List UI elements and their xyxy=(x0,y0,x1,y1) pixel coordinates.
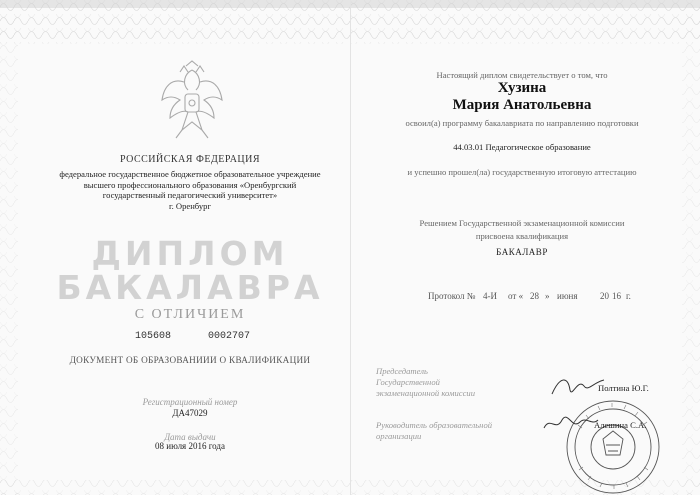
diploma-title-line1: ДИПЛОМ xyxy=(91,234,289,273)
commission-chair-label xyxy=(376,366,526,399)
qualification: БАКАЛАВР xyxy=(496,247,548,257)
attestation-text: и успешно прошел(ла) государственную итоговую аттестацию xyxy=(407,167,637,177)
label-line: Председатель xyxy=(376,366,428,376)
protocol-year-abbr: г. xyxy=(626,291,631,301)
institution-line: высшего профессионального образования «Оренбургский xyxy=(83,179,297,190)
coat-of-arms-icon xyxy=(160,60,224,144)
graduate-surname: Хузина xyxy=(497,80,547,96)
registration-label: Регистрационный номер xyxy=(142,397,238,407)
country-name: РОССИЙСКАЯ ФЕДЕРАЦИЯ xyxy=(119,154,261,165)
issue-date-label: Дата выдачи xyxy=(164,432,216,442)
protocol-date-close: » xyxy=(545,291,550,301)
commission-chair-name: Полтина Ю.Г. xyxy=(598,383,649,393)
honors-label: С ОТЛИЧИЕМ xyxy=(134,307,246,322)
institution-city: г. Оренбург xyxy=(169,200,211,211)
certifies-text: Настоящий диплом свидетельствует о том, что xyxy=(436,70,608,80)
label-line: экзаменационной комиссии xyxy=(376,388,476,398)
head-name: Алешина С.А. xyxy=(594,420,647,430)
registration-number: ДА47029 xyxy=(172,408,208,418)
institution-line: федеральное государственное бюджетное образовательное учреждение xyxy=(59,169,321,179)
institution-line: государственный педагогический университет» xyxy=(102,190,278,200)
issue-date: 08 июля 2016 года xyxy=(155,441,225,451)
diploma-number: 0002707 xyxy=(208,331,251,342)
institution-name xyxy=(40,169,340,211)
commission-decision-text: Решением Государственной экзаменационной комиссии xyxy=(419,218,625,228)
protocol-label: Протокол № xyxy=(428,291,476,301)
label-line: организации xyxy=(376,431,422,441)
label-line: Руководитель образовательной xyxy=(376,420,493,430)
label-line: Государственной xyxy=(376,377,440,387)
diploma-series: 105608 xyxy=(135,331,172,342)
protocol-number: 4-И xyxy=(483,291,497,301)
protocol-day: 28 xyxy=(530,291,539,301)
center-fold xyxy=(350,0,351,495)
diploma-title-line2: БАКАЛАВРА xyxy=(56,268,324,307)
protocol-month: июня xyxy=(557,291,578,301)
protocol-year-prefix: 20 xyxy=(600,291,609,301)
protocol-date-open: от « xyxy=(508,291,524,301)
program-name: 44.03.01 Педагогическое образование xyxy=(453,142,591,152)
mastered-program-text: освоил(а) программу бакалавриата по направлению подготовки xyxy=(405,118,639,128)
awarded-text: присвоена квалификация xyxy=(475,231,569,241)
head-label xyxy=(376,420,526,442)
protocol-year-suffix: 16 xyxy=(612,291,621,301)
graduate-given-names: Мария Анатольевна xyxy=(452,97,592,113)
document-type: ДОКУМЕНТ ОБ ОБРАЗОВАНИИИ О КВАЛИФИКАЦИИ xyxy=(69,355,311,365)
signature-head xyxy=(540,408,600,438)
